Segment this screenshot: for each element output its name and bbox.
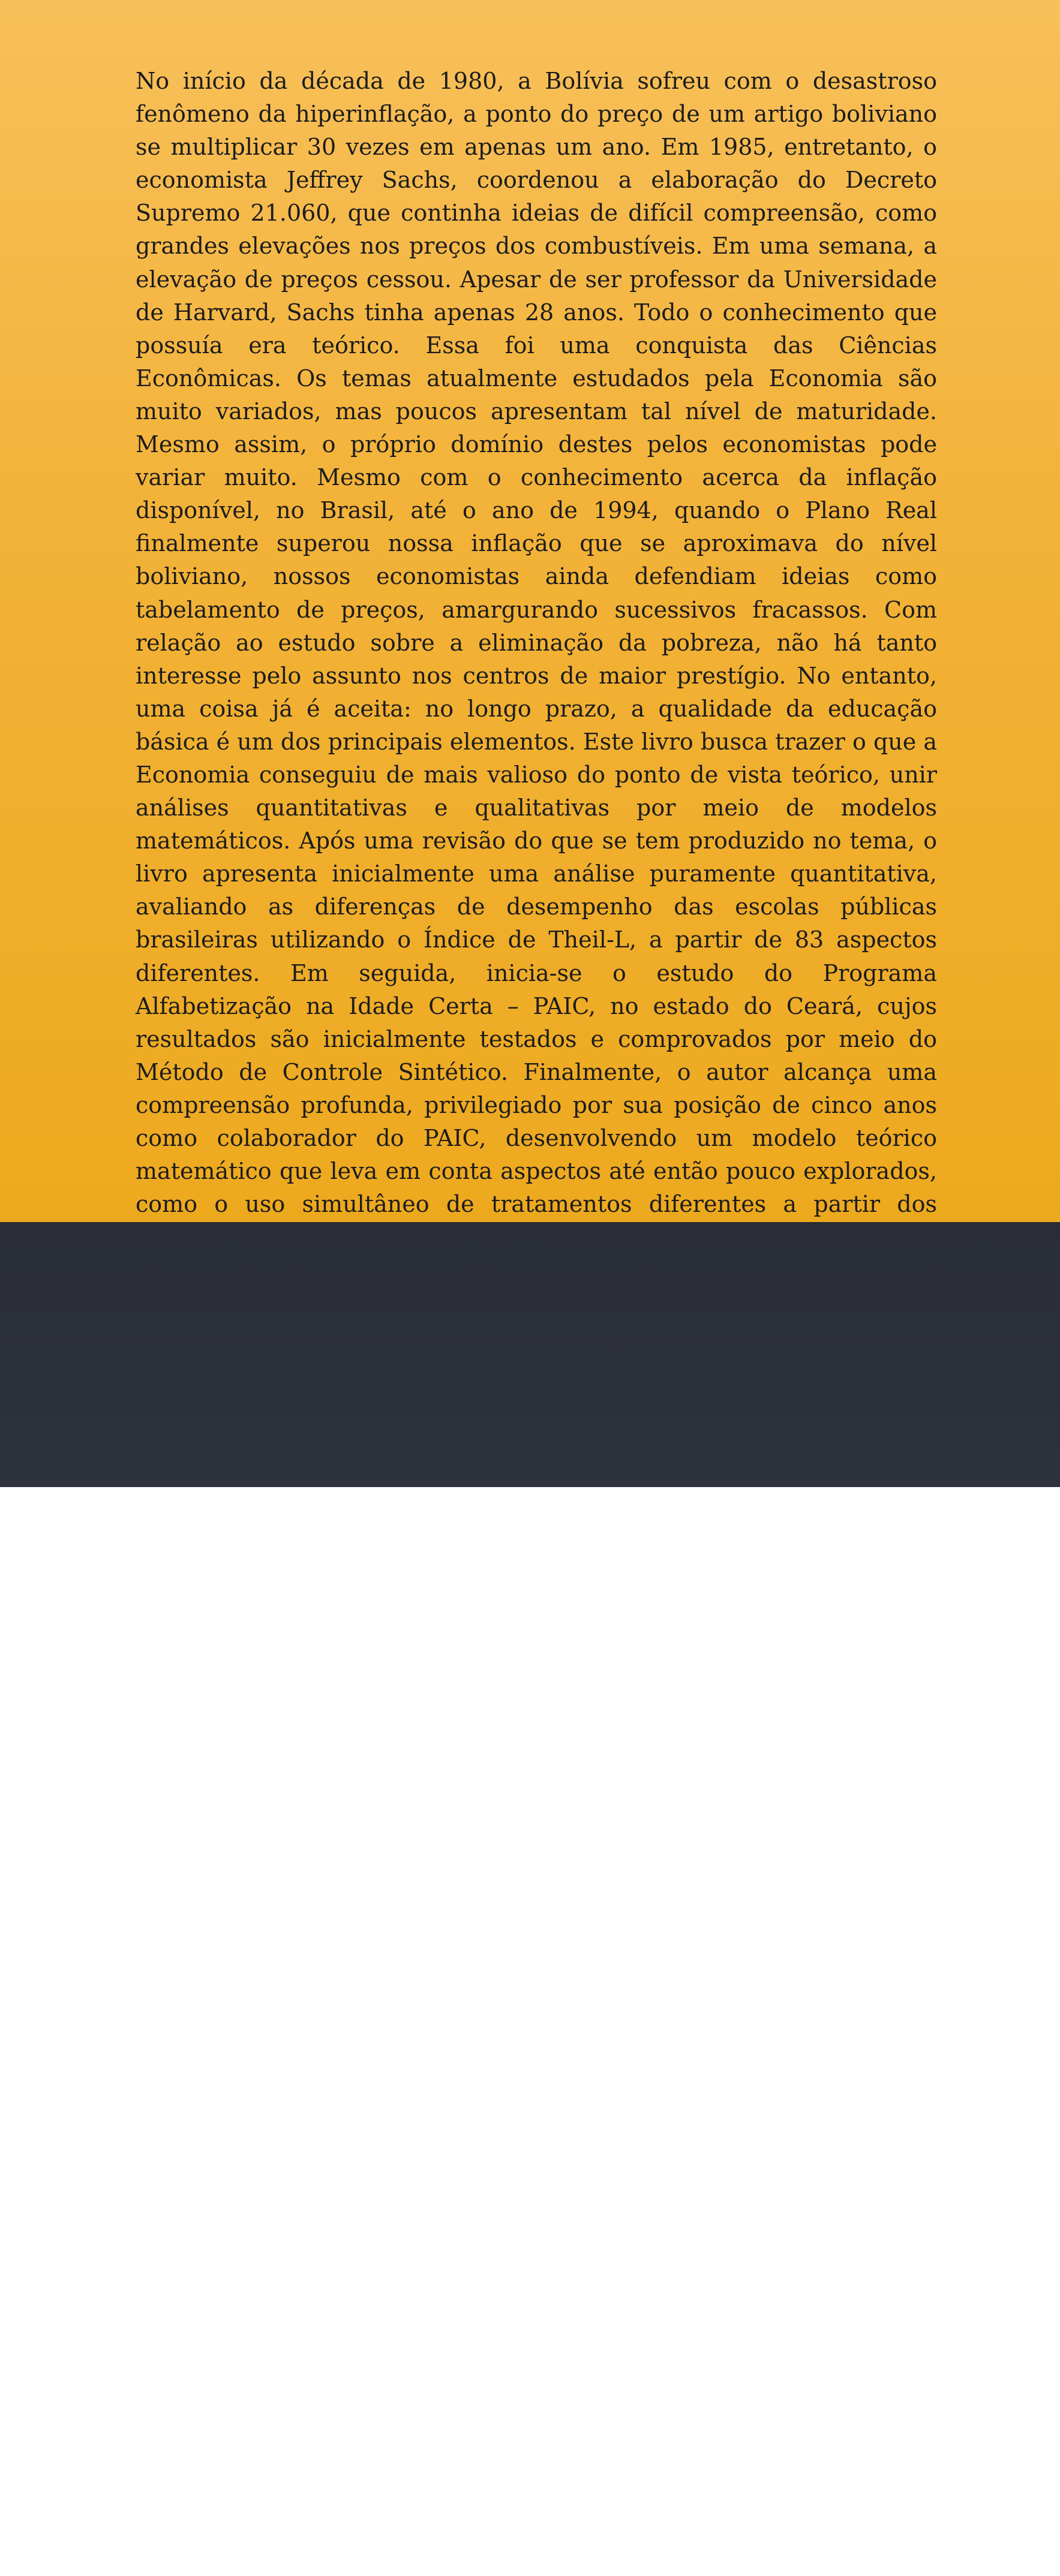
logo-wordmark: Appris [497, 2494, 696, 2564]
blurb-panel [0, 0, 1060, 1222]
publisher-footer [0, 1222, 1060, 2576]
appris-logo-svg [439, 2486, 696, 2576]
appris-logo-icon [439, 2486, 696, 2576]
back-cover-blurb: No início da década de 1980, a Bolívia sofreu com o desastroso fenômeno da hiperinflação, a ponto do preço de um artigo boliviano se multiplicar 30 vezes em apenas um ano. Em 1985, entretanto, o economista Jeffrey Sachs, coordenou a elaboração do Decreto Supremo 21.060, que continha ideias de difícil compreensão, como grandes elevações nos preços dos combustíveis. Em uma semana, a elevação de preços cessou. Apesar de ser professor da Universidade de Harvard, Sachs tinha apenas 28 anos. Todo o conhecimento que possuía era teórico. Essa foi uma conquista das Ciências Econômicas. Os temas atualmente estudados pela Economia são muito variados, mas poucos apresentam tal nível de maturidade. Mesmo assim, o próprio domínio destes pelos economistas pode variar muito. Mesmo com o conhecimento acerca da inflação disponível, no Brasil, até o ano de 1994, quando o Plano Real finalmente superou nossa inflação que se aproximava do nível boliviano, nossos economistas ainda defendiam ideias como tabelamento de preços, amargurando sucessivos fracassos. Com relação ao estudo sobre a eliminação da pobreza, não há tanto interesse pelo assunto nos centros de maior prestígio. No entanto, uma coisa já é aceita: no longo prazo, a qualidade da educação básica é um dos principais elementos. Este livro busca trazer o que a Economia conseguiu de mais valioso do ponto de vista teórico, unir análises quantitativas e qualitativas por meio de modelos matemáticos. Após uma revisão do que se tem produzido no tema, o livro apresenta inicialmente uma análise puramente quantitativa, avaliando as diferenças de desempenho das escolas públicas brasileiras utilizando o Índice de Theil-L, a partir de 83 aspectos diferentes. Em seguida, inicia-se o estudo do Programa Alfabetização na Idade Certa – PAIC, no estado do Ceará, cujos resultados são inicialmente testados e comprovados por meio do Método de Controle Sintético. Finalmente, o autor alcança uma compreensão profunda, privilegiado por sua posição de cinco anos como colaborador do PAIC, desenvolvendo um modelo teórico matemático que leva em conta aspectos até então pouco explorados, como o uso simultâneo de tratamentos diferentes a partir dos [136, 68, 937, 1218]
logo-subtitle: editorial [545, 2559, 622, 2576]
logo-swash-left [450, 2496, 500, 2553]
